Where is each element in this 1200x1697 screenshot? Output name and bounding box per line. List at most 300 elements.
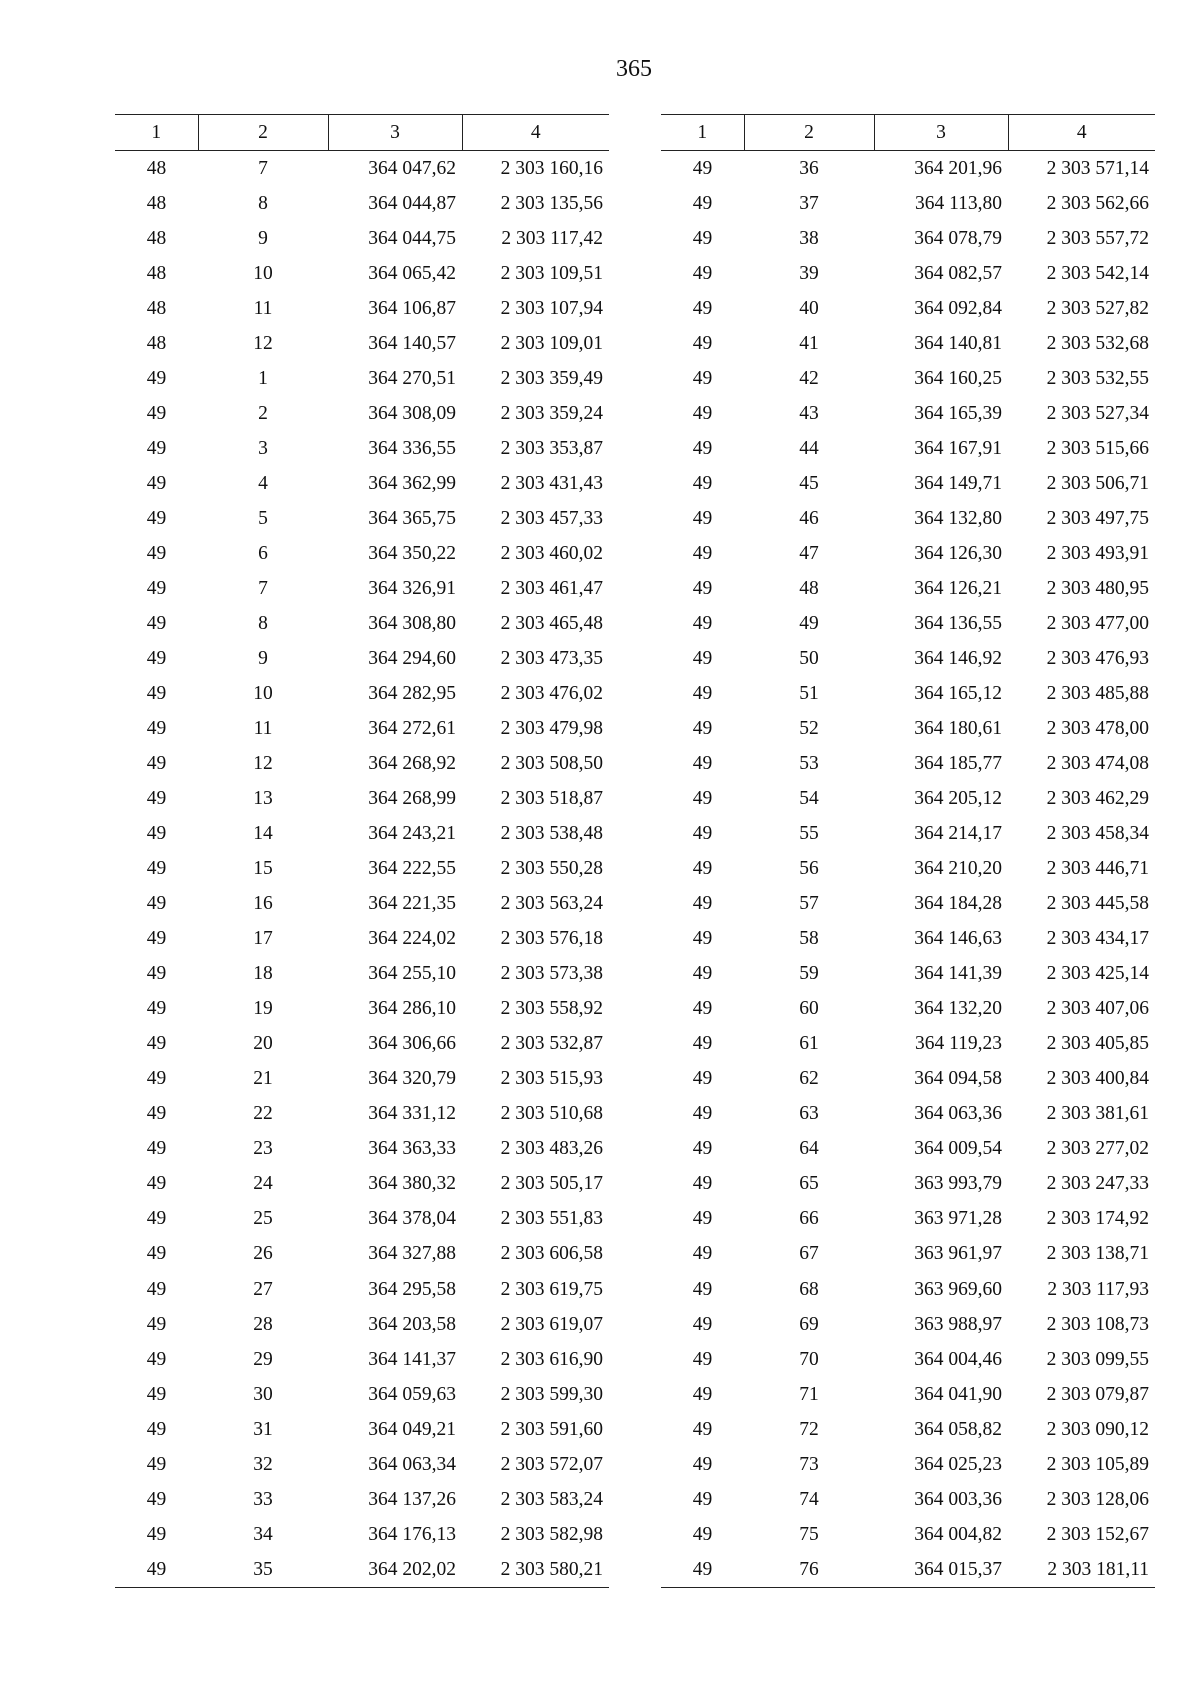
y-coordinate-cell: 2 303 506,71 <box>1046 472 1149 494</box>
table-row <box>115 466 609 501</box>
table-row <box>661 1517 1155 1552</box>
contour-number-cell: 49 <box>146 963 167 985</box>
coordinates-table-left <box>115 114 609 1588</box>
point-number-cell: 26 <box>253 1243 273 1265</box>
point-number-cell: 19 <box>253 998 273 1020</box>
column-header-3: 3 <box>328 115 462 151</box>
contour-number-cell: 49 <box>146 1453 167 1475</box>
point-number-cell: 15 <box>253 858 273 880</box>
y-coordinate-cell: 2 303 425,14 <box>1046 963 1149 985</box>
x-coordinate-cell: 364 320,79 <box>368 1068 456 1090</box>
y-coordinate-cell: 2 303 527,34 <box>1046 402 1149 424</box>
contour-number-cell: 49 <box>692 1383 713 1405</box>
point-number-cell: 35 <box>198 1552 328 1588</box>
table-row <box>115 361 609 396</box>
contour-number-cell: 49 <box>146 893 167 915</box>
table-row <box>115 1552 609 1588</box>
y-coordinate-cell: 2 303 462,29 <box>1046 788 1149 810</box>
y-coordinate-cell: 2 303 476,02 <box>500 682 603 704</box>
point-number-cell: 38 <box>799 227 819 249</box>
table-row <box>661 852 1155 887</box>
table-row <box>115 1342 609 1377</box>
table-row <box>115 992 609 1027</box>
x-coordinate-cell: 364 140,81 <box>914 332 1002 354</box>
table-row <box>115 221 609 256</box>
x-coordinate-cell: 364 268,92 <box>368 753 456 775</box>
contour-number-cell: 49 <box>146 1138 167 1160</box>
contour-number-cell: 49 <box>146 823 167 845</box>
table-row <box>661 1097 1155 1132</box>
x-coordinate-cell: 364 180,61 <box>914 718 1002 740</box>
x-coordinate-cell: 364 185,77 <box>914 753 1002 775</box>
x-coordinate-cell: 364 004,46 <box>914 1348 1002 1370</box>
x-coordinate-cell: 364 047,62 <box>368 157 456 179</box>
contour-number-cell: 49 <box>146 788 167 810</box>
table-row <box>661 747 1155 782</box>
table-row <box>115 431 609 466</box>
x-coordinate-cell: 364 203,58 <box>368 1313 456 1335</box>
contour-number-cell: 49 <box>146 507 167 529</box>
x-coordinate-cell: 364 224,02 <box>368 928 456 950</box>
table-row <box>115 501 609 536</box>
point-number-cell: 30 <box>253 1383 273 1405</box>
contour-number-cell: 48 <box>146 332 167 354</box>
table-row <box>661 782 1155 817</box>
point-number-cell: 40 <box>799 297 819 319</box>
point-number-cell: 37 <box>799 192 819 214</box>
x-coordinate-cell: 364 362,99 <box>368 472 456 494</box>
point-number-cell: 23 <box>253 1138 273 1160</box>
contour-number-cell: 49 <box>692 542 713 564</box>
y-coordinate-cell: 2 303 583,24 <box>500 1488 603 1510</box>
contour-number-cell: 49 <box>692 753 713 775</box>
table-row <box>661 186 1155 221</box>
x-coordinate-cell: 364 255,10 <box>368 963 456 985</box>
contour-number-cell: 49 <box>146 1243 167 1265</box>
contour-number-cell: 49 <box>146 1033 167 1055</box>
x-coordinate-cell: 364 149,71 <box>914 472 1002 494</box>
x-coordinate-cell: 364 350,22 <box>368 542 456 564</box>
point-number-cell: 14 <box>253 823 273 845</box>
table-row <box>115 1272 609 1307</box>
table-row <box>115 291 609 326</box>
x-coordinate-cell: 364 078,79 <box>914 227 1002 249</box>
x-coordinate-cell: 364 015,37 <box>874 1552 1008 1588</box>
table-row <box>115 1482 609 1517</box>
contour-number-cell: 49 <box>692 1243 713 1265</box>
x-coordinate-cell: 363 961,97 <box>914 1243 1002 1265</box>
column-header-2: 2 <box>198 115 328 151</box>
y-coordinate-cell: 2 303 493,91 <box>1046 542 1149 564</box>
point-number-cell: 45 <box>799 472 819 494</box>
contour-number-cell: 49 <box>692 718 713 740</box>
x-coordinate-cell: 364 044,75 <box>368 227 456 249</box>
y-coordinate-cell: 2 303 508,50 <box>500 753 603 775</box>
table-row <box>115 1132 609 1167</box>
column-header-2: 2 <box>744 115 874 151</box>
x-coordinate-cell: 364 141,39 <box>914 963 1002 985</box>
y-coordinate-cell: 2 303 117,42 <box>501 227 603 249</box>
contour-number-cell: 49 <box>692 928 713 950</box>
point-number-cell: 6 <box>258 542 268 564</box>
contour-number-cell: 48 <box>146 192 167 214</box>
point-number-cell: 8 <box>258 192 268 214</box>
point-number-cell: 44 <box>799 437 819 459</box>
point-number-cell: 4 <box>258 472 268 494</box>
contour-number-cell: 49 <box>692 227 713 249</box>
table-row <box>115 1412 609 1447</box>
contour-number-cell: 49 <box>692 262 713 284</box>
x-coordinate-cell: 363 971,28 <box>914 1208 1002 1230</box>
point-number-cell: 75 <box>799 1523 819 1545</box>
contour-number-cell: 49 <box>692 577 713 599</box>
x-coordinate-cell: 364 165,39 <box>914 402 1002 424</box>
y-coordinate-cell: 2 303 407,06 <box>1046 998 1149 1020</box>
y-coordinate-cell: 2 303 619,75 <box>500 1278 603 1300</box>
y-coordinate-cell: 2 303 557,72 <box>1046 227 1149 249</box>
contour-number-cell: 49 <box>146 437 167 459</box>
contour-number-cell: 49 <box>692 788 713 810</box>
point-number-cell: 33 <box>253 1488 273 1510</box>
page-number: 365 <box>616 56 652 82</box>
y-coordinate-cell: 2 303 090,12 <box>1046 1418 1149 1440</box>
table-row <box>661 571 1155 606</box>
contour-number-cell: 49 <box>692 402 713 424</box>
x-coordinate-cell: 364 214,17 <box>914 823 1002 845</box>
point-number-cell: 42 <box>799 367 819 389</box>
x-coordinate-cell: 364 094,58 <box>914 1068 1002 1090</box>
point-number-cell: 54 <box>799 788 819 810</box>
y-coordinate-cell: 2 303 109,51 <box>500 262 603 284</box>
point-number-cell: 46 <box>799 507 819 529</box>
contour-number-cell: 48 <box>146 297 167 319</box>
x-coordinate-cell: 364 222,55 <box>368 858 456 880</box>
table-row <box>661 957 1155 992</box>
x-coordinate-cell: 364 058,82 <box>914 1418 1002 1440</box>
contour-number-cell: 49 <box>692 332 713 354</box>
y-coordinate-cell: 2 303 619,07 <box>500 1313 603 1335</box>
contour-number-cell: 49 <box>692 472 713 494</box>
point-number-cell: 57 <box>799 893 819 915</box>
x-coordinate-cell: 364 082,57 <box>914 262 1002 284</box>
table-row <box>115 817 609 852</box>
table-row <box>661 1552 1155 1588</box>
table-row <box>115 1237 609 1272</box>
y-coordinate-cell: 2 303 480,95 <box>1046 577 1149 599</box>
y-coordinate-cell: 2 303 518,87 <box>500 788 603 810</box>
x-coordinate-cell: 364 286,10 <box>368 998 456 1020</box>
table-row <box>661 1027 1155 1062</box>
table-row <box>115 1517 609 1552</box>
point-number-cell: 10 <box>253 682 273 704</box>
contour-number-cell: 49 <box>692 823 713 845</box>
x-coordinate-cell: 364 132,20 <box>914 998 1002 1020</box>
table-row <box>661 1272 1155 1307</box>
y-coordinate-cell: 2 303 576,18 <box>500 928 603 950</box>
point-number-cell: 59 <box>799 963 819 985</box>
contour-number-cell: 49 <box>146 1383 167 1405</box>
point-number-cell: 16 <box>253 893 273 915</box>
point-number-cell: 73 <box>799 1453 819 1475</box>
point-number-cell: 20 <box>253 1033 273 1055</box>
point-number-cell: 62 <box>799 1068 819 1090</box>
point-number-cell: 60 <box>799 998 819 1020</box>
contour-number-cell: 49 <box>146 1418 167 1440</box>
table-row <box>661 221 1155 256</box>
y-coordinate-cell: 2 303 527,82 <box>1046 297 1149 319</box>
contour-number-cell: 49 <box>692 192 713 214</box>
point-number-cell: 21 <box>253 1068 273 1090</box>
x-coordinate-cell: 364 294,60 <box>368 647 456 669</box>
y-coordinate-cell: 2 303 109,01 <box>500 332 603 354</box>
x-coordinate-cell: 364 176,13 <box>368 1523 456 1545</box>
table-row <box>661 396 1155 431</box>
table-row <box>661 922 1155 957</box>
point-number-cell: 22 <box>253 1103 273 1125</box>
y-coordinate-cell: 2 303 616,90 <box>500 1348 603 1370</box>
point-number-cell: 7 <box>258 577 268 599</box>
y-coordinate-cell: 2 303 510,68 <box>500 1103 603 1125</box>
y-coordinate-cell: 2 303 479,98 <box>500 718 603 740</box>
point-number-cell: 12 <box>253 753 273 775</box>
table-row <box>661 1237 1155 1272</box>
table-row <box>115 641 609 676</box>
contour-number-cell: 49 <box>146 718 167 740</box>
point-number-cell: 67 <box>799 1243 819 1265</box>
y-coordinate-cell: 2 303 138,71 <box>1046 1243 1149 1265</box>
y-coordinate-cell: 2 303 277,02 <box>1046 1138 1149 1160</box>
x-coordinate-cell: 364 165,12 <box>914 682 1002 704</box>
table-row <box>661 606 1155 641</box>
x-coordinate-cell: 364 092,84 <box>914 297 1002 319</box>
point-number-cell: 43 <box>799 402 819 424</box>
table-row <box>661 817 1155 852</box>
point-number-cell: 18 <box>253 963 273 985</box>
point-number-cell: 8 <box>258 612 268 634</box>
y-coordinate-cell: 2 303 532,68 <box>1046 332 1149 354</box>
table-row <box>661 992 1155 1027</box>
y-coordinate-cell: 2 303 381,61 <box>1046 1103 1149 1125</box>
contour-number-cell: 48 <box>146 262 167 284</box>
point-number-cell: 13 <box>253 788 273 810</box>
table-row <box>115 151 609 187</box>
table-row <box>661 1342 1155 1377</box>
contour-number-cell: 49 <box>146 647 167 669</box>
y-coordinate-cell: 2 303 558,92 <box>500 998 603 1020</box>
column-header-1: 1 <box>661 115 744 151</box>
point-number-cell: 64 <box>799 1138 819 1160</box>
point-number-cell: 49 <box>799 612 819 634</box>
point-number-cell: 76 <box>744 1552 874 1588</box>
point-number-cell: 1 <box>258 367 268 389</box>
table-row <box>661 712 1155 747</box>
table-row <box>115 957 609 992</box>
contour-number-cell: 49 <box>692 157 713 179</box>
y-coordinate-cell: 2 303 572,07 <box>500 1453 603 1475</box>
x-coordinate-cell: 364 202,02 <box>328 1552 462 1588</box>
x-coordinate-cell: 364 272,61 <box>368 718 456 740</box>
y-coordinate-cell: 2 303 247,33 <box>1046 1173 1149 1195</box>
y-coordinate-cell: 2 303 515,93 <box>500 1068 603 1090</box>
y-coordinate-cell: 2 303 099,55 <box>1046 1348 1149 1370</box>
contour-number-cell: 49 <box>692 507 713 529</box>
x-coordinate-cell: 364 025,23 <box>914 1453 1002 1475</box>
point-number-cell: 74 <box>799 1488 819 1510</box>
point-number-cell: 11 <box>253 718 273 740</box>
table-row <box>115 536 609 571</box>
table-row <box>115 782 609 817</box>
contour-number-cell: 49 <box>692 1208 713 1230</box>
x-coordinate-cell: 364 380,32 <box>368 1173 456 1195</box>
column-header-4: 4 <box>1008 115 1155 151</box>
table-row <box>661 1307 1155 1342</box>
contour-number-cell: 49 <box>146 1348 167 1370</box>
x-coordinate-cell: 364 336,55 <box>368 437 456 459</box>
table-row <box>661 326 1155 361</box>
table-row <box>661 431 1155 466</box>
x-coordinate-cell: 364 243,21 <box>368 823 456 845</box>
table-row <box>661 676 1155 711</box>
x-coordinate-cell: 364 141,37 <box>368 1348 456 1370</box>
y-coordinate-cell: 2 303 457,33 <box>500 507 603 529</box>
contour-number-cell: 49 <box>692 1278 713 1300</box>
x-coordinate-cell: 364 201,96 <box>914 157 1002 179</box>
table-row <box>661 1062 1155 1097</box>
table-row <box>115 256 609 291</box>
x-coordinate-cell: 364 063,36 <box>914 1103 1002 1125</box>
point-number-cell: 63 <box>799 1103 819 1125</box>
table-row <box>661 256 1155 291</box>
point-number-cell: 32 <box>253 1453 273 1475</box>
y-coordinate-cell: 2 303 599,30 <box>500 1383 603 1405</box>
x-coordinate-cell: 363 988,97 <box>914 1313 1002 1335</box>
contour-number-cell: 49 <box>146 612 167 634</box>
x-coordinate-cell: 364 132,80 <box>914 507 1002 529</box>
contour-number-cell: 49 <box>692 1523 713 1545</box>
contour-number-cell: 49 <box>692 998 713 1020</box>
x-coordinate-cell: 364 378,04 <box>368 1208 456 1230</box>
x-coordinate-cell: 364 146,63 <box>914 928 1002 950</box>
table-row <box>661 151 1155 187</box>
point-number-cell: 65 <box>799 1173 819 1195</box>
table-row <box>115 1027 609 1062</box>
x-coordinate-cell: 364 126,30 <box>914 542 1002 564</box>
contour-number-cell: 49 <box>692 1418 713 1440</box>
table-row <box>661 1482 1155 1517</box>
x-coordinate-cell: 364 282,95 <box>368 682 456 704</box>
point-number-cell: 51 <box>799 682 819 704</box>
x-coordinate-cell: 363 993,79 <box>914 1173 1002 1195</box>
point-number-cell: 68 <box>799 1278 819 1300</box>
y-coordinate-cell: 2 303 107,94 <box>500 297 603 319</box>
table-row <box>115 1447 609 1482</box>
y-coordinate-cell: 2 303 458,34 <box>1046 823 1149 845</box>
contour-number-cell: 49 <box>692 297 713 319</box>
table-row <box>115 571 609 606</box>
table-row <box>661 1167 1155 1202</box>
y-coordinate-cell: 2 303 446,71 <box>1046 858 1149 880</box>
contour-number-cell: 49 <box>146 577 167 599</box>
x-coordinate-cell: 364 363,33 <box>368 1138 456 1160</box>
y-coordinate-cell: 2 303 359,24 <box>500 402 603 424</box>
point-number-cell: 34 <box>253 1523 273 1545</box>
contour-number-cell: 49 <box>146 1523 167 1545</box>
x-coordinate-cell: 364 063,34 <box>368 1453 456 1475</box>
point-number-cell: 12 <box>253 332 273 354</box>
point-number-cell: 55 <box>799 823 819 845</box>
table-row <box>661 466 1155 501</box>
contour-number-cell: 49 <box>146 682 167 704</box>
x-coordinate-cell: 364 136,55 <box>914 612 1002 634</box>
x-coordinate-cell: 364 268,99 <box>368 788 456 810</box>
y-coordinate-cell: 2 303 174,92 <box>1046 1208 1149 1230</box>
point-number-cell: 9 <box>258 647 268 669</box>
x-coordinate-cell: 364 004,82 <box>914 1523 1002 1545</box>
x-coordinate-cell: 364 009,54 <box>914 1138 1002 1160</box>
table-row <box>661 1447 1155 1482</box>
point-number-cell: 27 <box>253 1278 273 1300</box>
y-coordinate-cell: 2 303 573,38 <box>500 963 603 985</box>
y-coordinate-cell: 2 303 434,17 <box>1046 928 1149 950</box>
x-coordinate-cell: 364 041,90 <box>914 1383 1002 1405</box>
point-number-cell: 50 <box>799 647 819 669</box>
table-header-row <box>115 115 609 151</box>
point-number-cell: 72 <box>799 1418 819 1440</box>
table-row <box>661 291 1155 326</box>
x-coordinate-cell: 364 065,42 <box>368 262 456 284</box>
table-row <box>115 396 609 431</box>
x-coordinate-cell: 364 331,12 <box>368 1103 456 1125</box>
table-row <box>115 852 609 887</box>
y-coordinate-cell: 2 303 105,89 <box>1046 1453 1149 1475</box>
y-coordinate-cell: 2 303 079,87 <box>1046 1383 1149 1405</box>
y-coordinate-cell: 2 303 591,60 <box>500 1418 603 1440</box>
x-coordinate-cell: 364 113,80 <box>914 192 1002 214</box>
point-number-cell: 58 <box>799 928 819 950</box>
contour-number-cell: 49 <box>692 612 713 634</box>
table-row <box>115 1097 609 1132</box>
contour-number-cell: 49 <box>692 963 713 985</box>
contour-number-cell: 49 <box>146 1103 167 1125</box>
contour-number-cell: 49 <box>692 1453 713 1475</box>
contour-number-cell: 49 <box>692 1348 713 1370</box>
point-number-cell: 36 <box>799 157 819 179</box>
y-coordinate-cell: 2 303 117,93 <box>1047 1278 1149 1300</box>
contour-number-cell: 49 <box>692 1313 713 1335</box>
x-coordinate-cell: 364 270,51 <box>368 367 456 389</box>
table-row <box>661 1132 1155 1167</box>
table-row <box>661 887 1155 922</box>
x-coordinate-cell: 364 106,87 <box>368 297 456 319</box>
contour-number-cell: 49 <box>146 472 167 494</box>
point-number-cell: 66 <box>799 1208 819 1230</box>
y-coordinate-cell: 2 303 108,73 <box>1046 1313 1149 1335</box>
x-coordinate-cell: 364 295,58 <box>368 1278 456 1300</box>
point-number-cell: 24 <box>253 1173 273 1195</box>
y-coordinate-cell: 2 303 181,11 <box>1008 1552 1155 1588</box>
y-coordinate-cell: 2 303 580,21 <box>462 1552 609 1588</box>
table-row <box>115 676 609 711</box>
contour-number-cell: 49 <box>692 682 713 704</box>
y-coordinate-cell: 2 303 461,47 <box>500 577 603 599</box>
contour-number-cell: 49 <box>692 858 713 880</box>
point-number-cell: 71 <box>799 1383 819 1405</box>
x-coordinate-cell: 364 365,75 <box>368 507 456 529</box>
y-coordinate-cell: 2 303 582,98 <box>500 1523 603 1545</box>
table-row <box>115 1377 609 1412</box>
point-number-cell: 17 <box>253 928 273 950</box>
table-row <box>115 887 609 922</box>
